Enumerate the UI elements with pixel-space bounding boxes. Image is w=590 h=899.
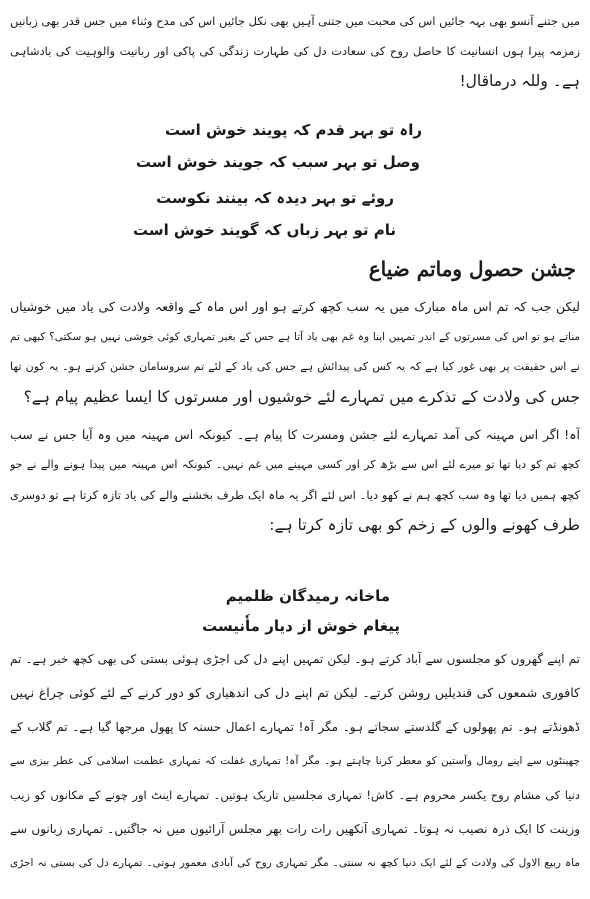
- verse-line: راہ تو بہر قدم کہ پویند خوش است: [164, 121, 422, 139]
- text-line: تم اپنے گھروں کو مجلسوں سے آباد کرتے ہو۔ لیکن تمہیں اپنے دل کی اجڑی ہوئی بستی کی بھی کچھ خبر ہے۔ تم: [10, 652, 580, 666]
- verse-line: روئے تو بہر دیدہ کہ بینند نکوست: [156, 189, 394, 207]
- section-heading: جشن حصول وماتم ضیاع: [368, 257, 576, 281]
- text-line: میں جتنے آنسو بھی بہہ جائیں اس کی محبت میں جتنی آہیں بھی نکل جائیں اس کی مدح وثناء میں جس قدر بھی زبانیں: [10, 14, 580, 28]
- text-line: وزینت کا ایک ذرہ نصیب نہ ہوتا۔ تمہاری آنکھیں رات رات بھر مجلس آرائیوں میں نہ جاگتیں۔ تمہاری زبانوں سے: [10, 822, 580, 836]
- text-line: ہے۔ وللہ درماقال!: [459, 72, 580, 90]
- text-line: کچھ ہمیں دیا تھا وہ سب کچھ ہم نے کھو دیا۔ اس لئے اگر یہ ماہ ایک طرف بخشنے والے کی یاد تازہ کرتا ہے تو دوسری: [10, 488, 580, 502]
- verse-line: وصل تو بہر سبب کہ جویند خوش است: [135, 153, 420, 171]
- text-line: ماہ ربیع الاول کی ولادت کے لئے ایک دنیا کچھ نہ سنتی۔ مگر تمہاری روح کی آبادی معمور ہوتی۔ تمہارے دل کی بستی نہ اجڑی: [10, 857, 580, 869]
- text-line: لیکن جب کہ تم اس ماہ مبارک میں یہ سب کچھ کرتے ہو اور اس ماہ کے واقعہ ولادت کی یاد میں خوشیاں: [10, 299, 580, 314]
- text-line: چھینٹوں سے اپنے رومال وآستین کو معطر کرنا چاہتے ہو۔ مگر آہ! تمہاری غفلت کہ تمہاری عظمت اسلامی کی عطر بیزی سے: [10, 755, 580, 767]
- text-line: زمزمہ پیرا ہوں انسانیت کا حاصل روح کی سعادت دل کی طہارت زندگی کی پاکی اور ربانیت والوہیت کی بادشاہی: [10, 44, 580, 58]
- verse-line: ماخانہ رمیدگان ظلمیم: [225, 587, 390, 605]
- text-line: مناتے ہو تو اس کی مسرتوں کے اندر تمہیں اپنا وہ غم بھی یاد آتا ہے جس کے بغیر تمہاری کوئی خوشی نہیں ہو سکتی؟ کبھی تم: [10, 331, 580, 343]
- verse-line: نام تو بہر زباں کہ گویند خوش است: [132, 221, 396, 239]
- text-line: کافوری شمعوں کی قندیلیں روشن کرتے۔ لیکن تم اپنے دل کی اندھیاری کو دور کرنے کے لئے کوئی چراغ نہیں: [10, 685, 580, 700]
- text-line: طرف کھونے والوں کے زخم کو بھی تازہ کرتا ہے:: [269, 516, 580, 534]
- text-line: کچھ تم کو دیا تھا تو میرے لئے اس سے بڑھ کر اور کسی مہینے میں غم نہیں۔ کیونکہ اس مہینہ میں پیدا ہونے والے نے جو: [10, 458, 580, 471]
- text-line: دنیا کی مشام روح یکسر محروم ہے۔ کاش! تمہاری مجلسیں تاریک ہوتیں۔ تمہارے اینٹ اور چونے کے مکانوں کو زیب: [10, 788, 580, 802]
- text-line: جس کی ولادت کے تذکرے میں تمہارے لئے خوشیوں اور مسرتوں کا ایسا عظیم پیام ہے؟: [23, 388, 580, 406]
- text-line: آہ! اگر اس مہینہ کی آمد تمہارے لئے جشن ومسرت کا پیام ہے۔ کیونکہ اس مہینہ میں وہ آیا جس نے سب: [10, 427, 580, 442]
- text-line: نے اس حقیقت پر بھی غور کیا ہے کہ یہ کس کی پیدائش ہے جس کی یاد کے لئے تم سروسامان جشن کرتے ہو۔ یہ کون تھا: [10, 360, 580, 373]
- text-line: ڈھونڈتے ہو۔ تم پھولوں کے گلدستے سجاتے ہو۔ مگر آہ! تمہارے اعمال حسنہ کا پھول مرجھا گیا ہے۔ تم گلاب کے: [10, 720, 580, 734]
- verse-line: پیغام خوش از دیار ماٗنیست: [202, 617, 400, 635]
